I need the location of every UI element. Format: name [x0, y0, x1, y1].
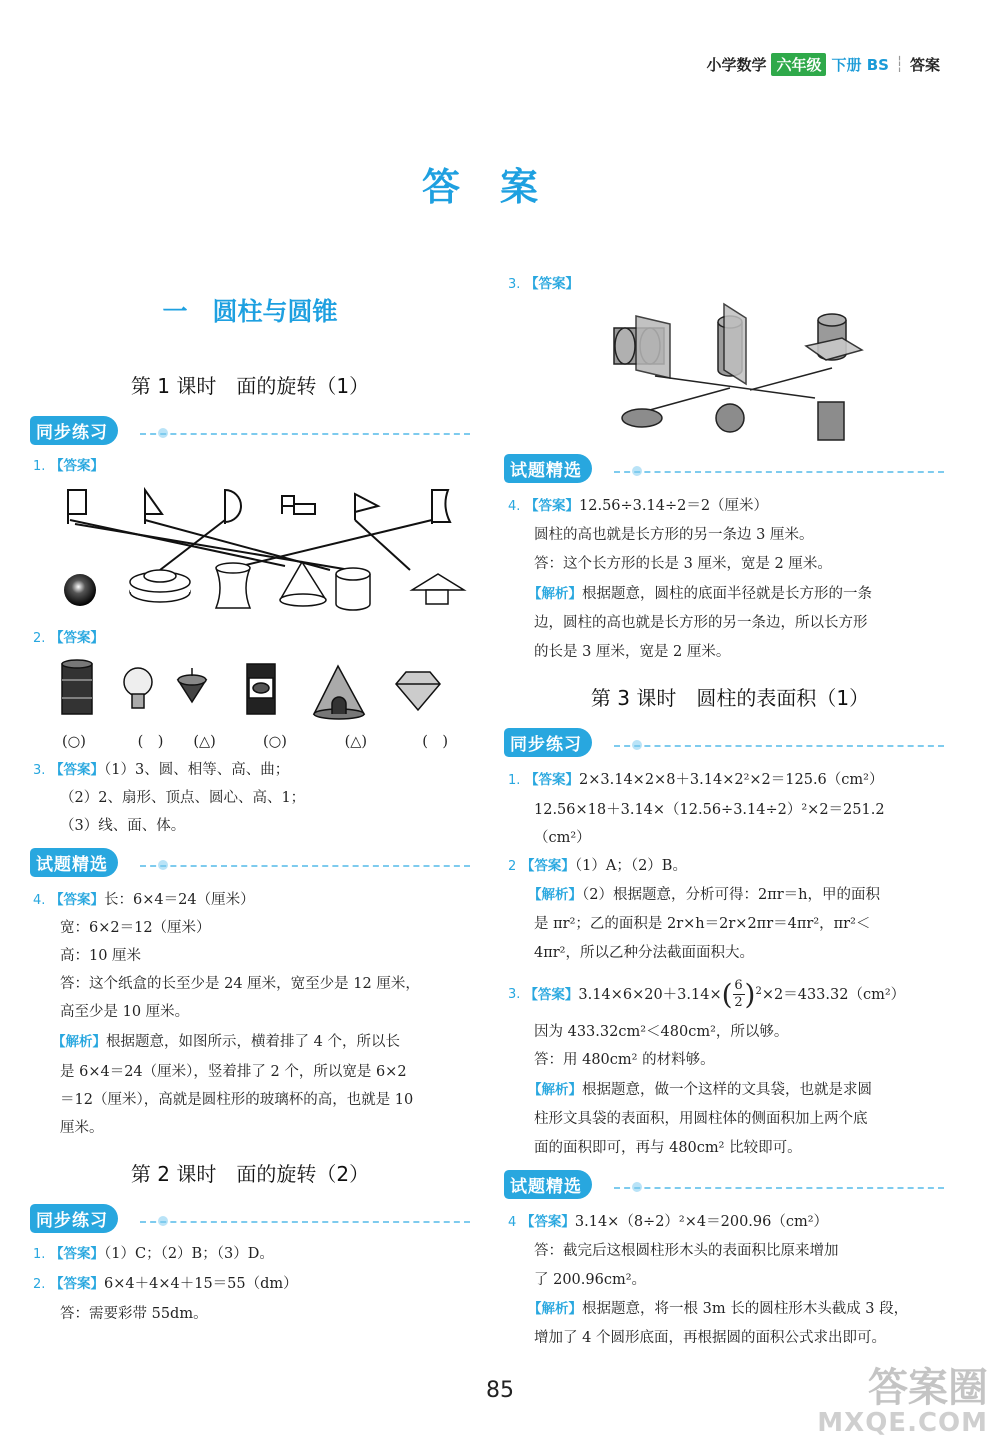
answer-label: 【答案】	[520, 1214, 575, 1230]
lesson3-question-3	[508, 978, 905, 1011]
analysis-text: 根据题意，将一根 3m 长的圆柱形木头截成 3 段，	[582, 1301, 909, 1317]
analysis-label: 【解析】	[528, 1301, 582, 1317]
paren-right: )	[744, 977, 756, 1011]
l3q2-analysis-line: 4πr²，所以乙种分法截面面积大。	[534, 945, 754, 961]
question-number: 2.	[33, 631, 46, 646]
answer-text: 12.56÷3.14÷2＝2（厘米）	[579, 498, 769, 514]
analysis-text: 根据题意，如图所示，横着排了 4 个，所以长	[106, 1034, 400, 1050]
l3q4-line: 答：截完后这根圆柱形木头的表面积比原来增加	[534, 1243, 839, 1259]
flag-shape-5	[355, 494, 378, 520]
answer-label: 【答案】	[50, 762, 105, 778]
q4-line: 答：这个纸盒的长至少是 24 厘米，宽至少是 12 厘米，	[60, 976, 420, 992]
circle-section	[716, 404, 744, 432]
match-line	[70, 520, 285, 566]
band-divider	[140, 433, 470, 435]
answer-label: 【答案】	[50, 630, 105, 646]
r4-analysis	[528, 580, 872, 608]
header-separator: ┆	[894, 55, 904, 73]
question-4	[33, 886, 255, 915]
answer-label: 【答案】	[525, 276, 580, 292]
q3-line-2: （2）2、扇形、顶点、圆心、高、1；	[60, 790, 306, 806]
band-label: 试题精选	[504, 1170, 592, 1199]
paren-left: (	[721, 977, 733, 1011]
question-number: 4.	[508, 499, 521, 514]
l3q1-line: 12.56×18＋3.14×（12.56÷3.14÷2）²×2＝251.2	[534, 802, 885, 818]
l3q4-analysis-line: 增加了 4 个圆形底面，再根据圆的面积公式求出即可。	[534, 1330, 886, 1346]
answer-label: 【答案】	[520, 858, 575, 874]
q4-analysis-line: ＝12（厘米），高就是圆柱形的玻璃杯的高，也就是 10	[60, 1092, 414, 1108]
question-number: 1.	[33, 459, 46, 474]
mark-3: (△)	[193, 734, 216, 750]
lesson-3-title: 第 3 课时 圆柱的表面积（1）	[590, 686, 870, 710]
band-label: 同步练习	[30, 1204, 118, 1233]
exponent: 2	[755, 986, 762, 997]
l3q3-analysis-line: 柱形文具袋的表面积，用圆柱体的侧面积加上两个底	[534, 1111, 868, 1127]
section-band-sync	[30, 414, 470, 448]
mark-2: ( )	[137, 734, 164, 750]
question-number: 1.	[508, 773, 521, 788]
flag-shape-3	[225, 490, 241, 524]
section-band-sync-2	[30, 1202, 470, 1236]
header-subject: 小学数学	[706, 55, 767, 74]
answer-text: （1）C；（2）B；（3）D。	[104, 1246, 274, 1262]
question-number: 3.	[508, 277, 521, 292]
fraction	[733, 978, 745, 1011]
rotation-matching-figure	[50, 484, 480, 620]
analysis-text: 根据题意，做一个这样的文具袋，也就是求圆	[582, 1082, 872, 1098]
question-number: 4	[508, 1215, 517, 1230]
answer-text: （1）A；（2）B。	[574, 858, 687, 874]
tent-icon	[314, 666, 364, 719]
header-volume: 下册 BS	[831, 55, 889, 74]
flag-shape-6	[432, 490, 450, 524]
l3q3-line: 因为 433.32cm²＜480cm²，所以够。	[534, 1024, 789, 1040]
flag-shape-1	[68, 490, 86, 524]
question-2	[33, 624, 104, 653]
can-icon	[247, 664, 275, 714]
answer-label: 【答案】	[50, 1276, 105, 1292]
right-question-4	[508, 492, 768, 521]
answer-text: （1）3、圆、相等、高、曲；	[104, 762, 290, 778]
rectangle-section	[818, 402, 844, 440]
page-header	[706, 52, 940, 76]
lesson-2-title: 第 2 课时 面的旋转（2）	[130, 1162, 370, 1186]
question-number: 3.	[508, 986, 521, 1002]
q3-line-3: （3）线、面、体。	[60, 818, 186, 834]
l3q1-line: （cm²）	[534, 830, 591, 846]
l3q4-analysis	[528, 1295, 908, 1323]
analysis-label: 【解析】	[528, 887, 582, 903]
answer-label: 【答案】	[50, 892, 105, 908]
page-number: 85	[486, 1378, 514, 1403]
band-label: 试题精选	[504, 454, 592, 483]
answer-text: 3.14×6×20＋3.14×	[578, 986, 722, 1003]
fraction-numerator: 6	[734, 978, 743, 993]
band-label: 试题精选	[30, 848, 118, 877]
spinning-top-icon	[178, 668, 206, 702]
q2-marks-row	[62, 728, 462, 756]
band-label: 同步练习	[30, 416, 118, 445]
analysis-label: 【解析】	[528, 586, 582, 602]
r4-line: 答：这个长方形的长是 3 厘米，宽是 2 厘米。	[534, 556, 832, 572]
sphere-shape	[64, 574, 96, 606]
q4-analysis	[52, 1028, 400, 1056]
cross-section-figure	[600, 298, 890, 448]
l3q3-line: 答：用 480cm² 的材料够。	[534, 1052, 715, 1068]
cylinder-with-plane-1	[614, 316, 670, 378]
r4-analysis-line: 的长是 3 厘米，宽是 2 厘米。	[534, 644, 731, 660]
section-band-sync-right	[504, 726, 944, 760]
band-divider	[614, 471, 944, 473]
lesson3-question-1	[508, 766, 883, 795]
band-label: 同步练习	[504, 728, 592, 757]
l3q4-line: 了 200.96cm²。	[534, 1272, 647, 1288]
hat-shape	[412, 574, 464, 590]
match-line	[750, 368, 832, 390]
match-line	[75, 524, 350, 570]
flag-shape-4	[282, 496, 315, 514]
lesson3-question-2	[508, 852, 687, 881]
diamond-icon	[396, 672, 440, 710]
answer-label: 【答案】	[50, 1246, 105, 1262]
lesson2-q2-line: 答：需要彩带 55dm。	[60, 1306, 208, 1322]
answer-label: 【答案】	[524, 986, 579, 1003]
q4-line: 宽：6×2＝12（厘米）	[60, 920, 211, 936]
answer-text: 长：6×4＝24（厘米）	[104, 892, 255, 908]
analysis-text: 根据题意，圆柱的底面半径就是长方形的一条	[582, 586, 872, 602]
header-section: 答案	[909, 55, 940, 74]
q4-line: 高至少是 10 厘米。	[60, 1004, 190, 1020]
watermark-logo	[817, 1367, 988, 1437]
mark-4: (○)	[263, 734, 287, 750]
band-divider	[614, 745, 944, 747]
header-grade: 六年级	[771, 53, 826, 76]
mark-5: (△)	[344, 734, 368, 750]
band-divider	[614, 1187, 944, 1189]
r4-analysis-line: 边，圆柱的高也就是长方形的另一条边，所以长方形	[534, 615, 868, 631]
watermark-url: MXQE.COM	[817, 1408, 988, 1438]
analysis-label: 【解析】	[52, 1034, 106, 1050]
flag-shape-2	[145, 490, 162, 524]
band-divider	[140, 865, 470, 867]
q4-line: 高：10 厘米	[60, 948, 142, 964]
ellipse-section	[622, 409, 662, 427]
bulb-icon	[124, 668, 152, 708]
l3q2-analysis	[528, 881, 880, 909]
answer-text: ×2＝433.32（cm²）	[761, 986, 906, 1003]
question-number: 1.	[33, 1247, 46, 1262]
page-title: 答案	[421, 165, 578, 209]
analysis-text: （2）根据题意，分析可得：2πr＝h，甲的面积	[582, 887, 880, 903]
question-1	[33, 452, 104, 481]
question-number: 4.	[33, 893, 46, 908]
mark-1: (○)	[62, 734, 86, 750]
question-number: 2	[508, 859, 517, 874]
section-band-select	[30, 846, 470, 880]
lesson2-question-1	[33, 1240, 274, 1269]
q4-analysis-line: 厘米。	[60, 1120, 104, 1136]
section-band-select-right-2	[504, 1168, 944, 1202]
watermark-title: 答案圈	[868, 1365, 988, 1411]
answer-text: 3.14×（8÷2）²×4＝200.96（cm²）	[574, 1214, 829, 1230]
answer-label: 【答案】	[525, 498, 580, 514]
barrel-icon	[62, 660, 92, 714]
chapter-title: 一 圆柱与圆锥	[162, 297, 338, 326]
question-number: 2.	[33, 1277, 46, 1292]
lesson-1-title: 第 1 课时 面的旋转（1）	[130, 374, 370, 398]
l3q2-analysis-line: 是 πr²；乙的面积是 2r×h＝2r×2πr＝4πr²，πr²＜	[534, 916, 871, 932]
question-number: 3.	[33, 763, 46, 778]
cylinder-with-plane-3	[806, 314, 862, 360]
fraction-denominator: 2	[734, 995, 743, 1010]
l3q3-analysis	[528, 1076, 872, 1104]
r4-line: 圆柱的高也就是长方形的另一条边 3 厘米。	[534, 527, 814, 543]
q4-analysis-line: 是 6×4＝24（厘米），竖着排了 2 个，所以宽是 6×2	[60, 1064, 407, 1080]
spool-shape	[216, 568, 250, 608]
cylinder-with-plane-2	[718, 304, 746, 384]
question-3	[33, 756, 289, 785]
answer-text: 6×4＋4×4＋15＝55（dm）	[104, 1276, 298, 1292]
analysis-label: 【解析】	[528, 1082, 582, 1098]
right-question-3	[508, 270, 579, 299]
answer-text: 2×3.14×2×8＋3.14×2²×2＝125.6（cm²）	[579, 772, 884, 788]
answer-label: 【答案】	[50, 458, 105, 474]
lesson2-question-2	[33, 1270, 298, 1299]
mark-6: ( )	[422, 734, 449, 750]
l3q3-analysis-line: 面的面积即可，再与 480cm² 比较即可。	[534, 1140, 802, 1156]
objects-figure	[50, 658, 470, 722]
section-band-select-right	[504, 452, 944, 486]
answer-label: 【答案】	[525, 772, 580, 788]
lesson3-question-4	[508, 1208, 828, 1237]
band-divider	[140, 1221, 470, 1223]
